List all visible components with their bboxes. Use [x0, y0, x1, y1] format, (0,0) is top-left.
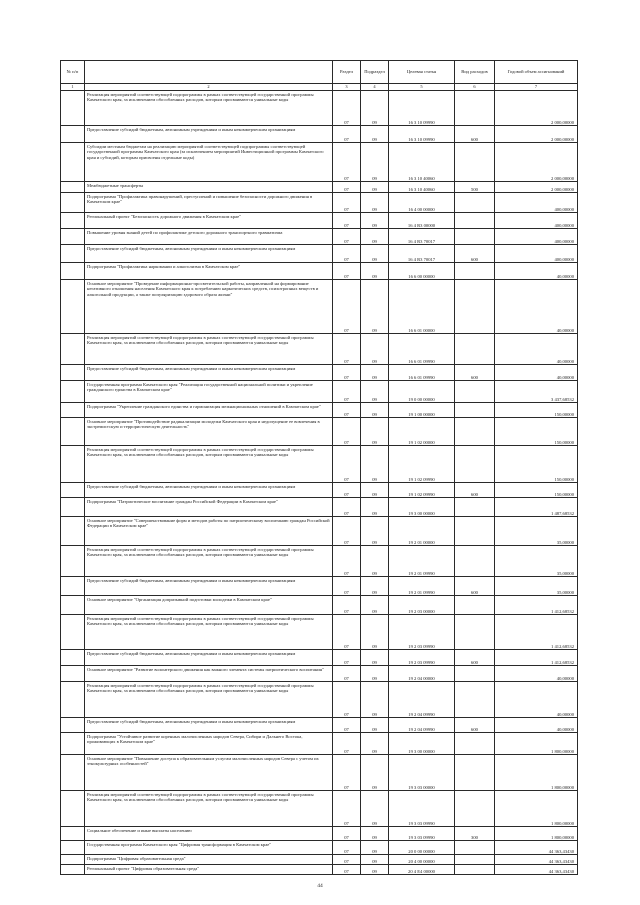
row-section-cell: 07	[333, 650, 361, 666]
table-row	[61, 213, 578, 229]
row-amount-cell: 2 000,00000	[495, 91, 578, 126]
table-row	[61, 682, 578, 718]
table-row	[61, 229, 578, 245]
row-subsection-cell: 09	[361, 666, 389, 682]
row-target-cell: 19 1 02 09990	[389, 446, 455, 483]
row-name-cell: Реализация мероприятий соответствующей подпрограммы в рамках соответствующей государственной программы Камчатского края, за исключением обособленных расходов, которым присваиваются уникальные коды	[85, 446, 333, 483]
row-subsection-cell: 09	[361, 213, 389, 229]
row-section-cell: 07	[333, 517, 361, 546]
row-amount-cell: 1 412,68532	[495, 596, 578, 615]
row-amount-cell: 400,00000	[495, 245, 578, 263]
row-number-cell	[61, 755, 85, 791]
row-name-cell: Предоставление субсидий бюджетным, автономным учреждениям и иным некоммерческим организациям	[85, 577, 333, 596]
row-section-cell: 07	[333, 615, 361, 650]
row-section-cell: 07	[333, 245, 361, 263]
row-target-cell: 19 2 04 09990	[389, 718, 455, 733]
row-target-cell: 19 3 03 00000	[389, 755, 455, 791]
row-section-cell: 07	[333, 229, 361, 245]
row-number-cell	[61, 213, 85, 229]
row-name-cell: Подпрограмма "Цифровая образовательная среда"	[85, 855, 333, 865]
row-subsection-cell: 09	[361, 263, 389, 280]
row-section-cell: 07	[333, 841, 361, 855]
row-amount-cell: 2 000,00000	[495, 182, 578, 193]
table-row	[61, 733, 578, 755]
row-subsection-cell: 09	[361, 126, 389, 143]
row-target-cell: 19 2 03 09990	[389, 650, 455, 666]
table-row	[61, 865, 578, 875]
table-row	[61, 827, 578, 841]
row-target-cell: 16 4 00 00000	[389, 193, 455, 213]
row-expense-type-cell	[455, 517, 495, 546]
row-number-cell	[61, 403, 85, 418]
row-section-cell: 07	[333, 865, 361, 875]
row-name-cell: Предоставление субсидий бюджетным, автономным учреждениям и иным некоммерческим организациям	[85, 126, 333, 143]
row-amount-cell: 40,00000	[495, 263, 578, 280]
row-number-cell	[61, 418, 85, 446]
row-section-cell: 07	[333, 381, 361, 403]
column-number: 6	[455, 84, 495, 91]
row-number-cell	[61, 827, 85, 841]
row-amount-cell: 40,00000	[495, 682, 578, 718]
row-amount-cell: 1 487,68532	[495, 498, 578, 517]
row-target-cell: 19 1 02 00000	[389, 418, 455, 446]
row-target-cell: 19 1 02 09990	[389, 483, 455, 498]
row-expense-type-cell	[455, 841, 495, 855]
row-subsection-cell: 09	[361, 755, 389, 791]
row-amount-cell: 40,00000	[495, 666, 578, 682]
row-number-cell	[61, 193, 85, 213]
row-expense-type-cell	[455, 193, 495, 213]
row-number-cell	[61, 682, 85, 718]
row-target-cell: 16 3 10 09990	[389, 126, 455, 143]
row-target-cell: 16 6 00 00000	[389, 263, 455, 280]
row-target-cell: 19 1 00 00000	[389, 403, 455, 418]
row-number-cell	[61, 334, 85, 365]
row-number-cell	[61, 517, 85, 546]
row-amount-cell: 40,00000	[495, 280, 578, 334]
table-row	[61, 365, 578, 381]
row-number-cell	[61, 381, 85, 403]
row-number-cell	[61, 791, 85, 827]
row-target-cell: 16 3 10 40060	[389, 182, 455, 193]
row-target-cell: 19 3 00 00000	[389, 498, 455, 517]
row-subsection-cell: 09	[361, 855, 389, 865]
row-amount-cell: 40,00000	[495, 718, 578, 733]
table-row	[61, 666, 578, 682]
row-expense-type-cell	[455, 615, 495, 650]
row-target-cell: 19 3 03 09990	[389, 791, 455, 827]
table-row	[61, 91, 578, 126]
row-target-cell: 16 6 01 09990	[389, 334, 455, 365]
row-name-cell: Основное мероприятие "Проведение информационно-просветительской работы, направленной на формирование негативного отношения населения Камчатского края к потреблению наркотических средств, психотропных веществ и алкогольной продукции, а также популяризацию здорового образа жизни"	[85, 280, 333, 334]
row-target-cell: 19 2 03 09990	[389, 615, 455, 650]
row-name-cell: Предоставление субсидий бюджетным, автономным учреждениям и иным некоммерческим организациям	[85, 245, 333, 263]
row-expense-type-cell	[455, 855, 495, 865]
row-number-cell	[61, 855, 85, 865]
column-number: 1	[61, 84, 85, 91]
row-amount-cell: 1 800,00000	[495, 827, 578, 841]
table-row	[61, 517, 578, 546]
row-number-cell	[61, 498, 85, 517]
row-name-cell: Подпрограмма "Патриотическое воспитание граждан Российской Федерации в Камчатском крае"	[85, 498, 333, 517]
row-subsection-cell: 09	[361, 733, 389, 755]
row-expense-type-cell	[455, 418, 495, 446]
table-row	[61, 403, 578, 418]
table-row	[61, 841, 578, 855]
row-amount-cell: 1 800,00000	[495, 755, 578, 791]
row-amount-cell: 150,00000	[495, 483, 578, 498]
row-section-cell: 07	[333, 126, 361, 143]
row-target-cell: 20 4 00 00000	[389, 855, 455, 865]
row-number-cell	[61, 229, 85, 245]
row-expense-type-cell: 600	[455, 718, 495, 733]
table-row	[61, 855, 578, 865]
row-number-cell	[61, 365, 85, 381]
row-target-cell: 19 3 03 09990	[389, 827, 455, 841]
page-number: 44	[317, 883, 323, 889]
row-section-cell: 07	[333, 280, 361, 334]
row-number-cell	[61, 733, 85, 755]
row-expense-type-cell	[455, 280, 495, 334]
row-subsection-cell: 09	[361, 91, 389, 126]
row-section-cell: 07	[333, 263, 361, 280]
header-target: Целевая статья	[389, 61, 455, 84]
table-row	[61, 498, 578, 517]
table-row	[61, 546, 578, 577]
column-number: 4	[361, 84, 389, 91]
row-amount-cell: 1 800,00000	[495, 791, 578, 827]
row-expense-type-cell	[455, 498, 495, 517]
row-subsection-cell: 09	[361, 182, 389, 193]
table-row	[61, 596, 578, 615]
row-number-cell	[61, 577, 85, 596]
row-subsection-cell: 09	[361, 446, 389, 483]
table-row	[61, 446, 578, 483]
row-subsection-cell: 09	[361, 403, 389, 418]
row-name-cell: Реализация мероприятий соответствующей подпрограммы в рамках соответствующей государственной программы Камчатского края, за исключением обособленных расходов, которым присваиваются уникальные коды	[85, 334, 333, 365]
row-amount-cell: 400,00000	[495, 229, 578, 245]
row-section-cell: 07	[333, 446, 361, 483]
row-section-cell: 07	[333, 143, 361, 182]
row-target-cell: 19 2 01 09990	[389, 577, 455, 596]
row-expense-type-cell	[455, 263, 495, 280]
row-section-cell: 07	[333, 733, 361, 755]
row-name-cell: Межбюджетные трансферты	[85, 182, 333, 193]
row-target-cell: 19 3 00 00000	[389, 733, 455, 755]
table-row	[61, 143, 578, 182]
row-expense-type-cell: 600	[455, 577, 495, 596]
row-number-cell	[61, 841, 85, 855]
row-section-cell: 07	[333, 682, 361, 718]
table-row	[61, 263, 578, 280]
column-number: 2	[85, 84, 333, 91]
column-number-row	[61, 84, 578, 91]
row-section-cell: 07	[333, 546, 361, 577]
row-section-cell: 07	[333, 213, 361, 229]
row-number-cell	[61, 446, 85, 483]
row-target-cell: 20 4 E4 00000	[389, 865, 455, 875]
row-subsection-cell: 09	[361, 365, 389, 381]
row-target-cell: 16 3 10 09990	[389, 91, 455, 126]
row-section-cell: 07	[333, 827, 361, 841]
row-number-cell	[61, 182, 85, 193]
row-name-cell: Основное мероприятие "Развитие волонтерского движения как важного элемента системы патриотического воспитания"	[85, 666, 333, 682]
row-expense-type-cell	[455, 229, 495, 245]
row-expense-type-cell: 600	[455, 245, 495, 263]
row-target-cell: 16 4 R3 70017	[389, 229, 455, 245]
row-subsection-cell: 09	[361, 682, 389, 718]
row-subsection-cell: 09	[361, 245, 389, 263]
table-body	[61, 91, 578, 875]
row-target-cell: 16 3 10 40060	[389, 143, 455, 182]
row-name-cell: Подпрограмма "Профилактика правонарушений, преступлений и повышение безопасности дорожного движения в Камчатском крае"	[85, 193, 333, 213]
row-name-cell: Реализация мероприятий соответствующей подпрограммы в рамках соответствующей государственной программы Камчатского края, за исключением обособленных расходов, которым присваиваются уникальные коды	[85, 615, 333, 650]
row-section-cell: 07	[333, 666, 361, 682]
row-target-cell: 19 2 04 00000	[389, 666, 455, 682]
row-number-cell	[61, 280, 85, 334]
row-subsection-cell: 09	[361, 615, 389, 650]
row-name-cell: Государственная программа Камчатского края "Цифровая трансформация в Камчатском крае"	[85, 841, 333, 855]
row-expense-type-cell	[455, 446, 495, 483]
row-amount-cell: 35,00000	[495, 517, 578, 546]
row-subsection-cell: 09	[361, 334, 389, 365]
row-name-cell: Реализация мероприятий соответствующей подпрограммы в рамках соответствующей государственной программы Камчатского края, за исключением обособленных расходов, которым присваиваются уникальные коды	[85, 791, 333, 827]
row-amount-cell: 44 363,43430	[495, 865, 578, 875]
row-target-cell: 16 6 01 00000	[389, 280, 455, 334]
row-name-cell: Региональный проект "Безопасность дорожного движения в Камчатском крае"	[85, 213, 333, 229]
header-expense-type: Вид расходов	[455, 61, 495, 84]
row-subsection-cell: 09	[361, 418, 389, 446]
row-name-cell: Субсидии местным бюджетам на реализацию мероприятий соответствующей подпрограммы соответствующей государственной программы Камчатского края (за исключением мероприятий Инвестиционной программы Камчатского края и субсидий, которым присвоены отдельные коды)	[85, 143, 333, 182]
row-section-cell: 07	[333, 855, 361, 865]
row-target-cell: 19 2 03 00000	[389, 596, 455, 615]
row-section-cell: 07	[333, 791, 361, 827]
row-amount-cell: 150,00000	[495, 418, 578, 446]
row-amount-cell: 2 000,00000	[495, 143, 578, 182]
table-row	[61, 718, 578, 733]
table-row	[61, 615, 578, 650]
row-subsection-cell: 09	[361, 517, 389, 546]
row-expense-type-cell	[455, 596, 495, 615]
table-row	[61, 182, 578, 193]
row-section-cell: 07	[333, 403, 361, 418]
row-subsection-cell: 09	[361, 718, 389, 733]
table-row	[61, 193, 578, 213]
row-section-cell: 07	[333, 91, 361, 126]
row-amount-cell: 400,00000	[495, 193, 578, 213]
row-subsection-cell: 09	[361, 577, 389, 596]
row-expense-type-cell: 300	[455, 827, 495, 841]
row-subsection-cell: 09	[361, 143, 389, 182]
row-expense-type-cell	[455, 546, 495, 577]
row-target-cell: 16 4 R3 00000	[389, 213, 455, 229]
row-expense-type-cell	[455, 682, 495, 718]
row-name-cell: Предоставление субсидий бюджетным, автономным учреждениям и иным некоммерческим организациям	[85, 650, 333, 666]
row-subsection-cell: 09	[361, 280, 389, 334]
header-subsection: Подраздел	[361, 61, 389, 84]
row-expense-type-cell	[455, 755, 495, 791]
row-expense-type-cell: 600	[455, 365, 495, 381]
row-amount-cell: 1 412,68532	[495, 650, 578, 666]
row-name-cell: Подпрограмма "Укрепление гражданского единства и гармонизация межнациональных отношений в Камчатском крае"	[85, 403, 333, 418]
row-amount-cell: 1 412,68532	[495, 615, 578, 650]
row-name-cell: Основное мероприятие "Повышение доступа к образовательным услугам малочисленных народов Севера с учетом их этнокультурных особенностей"	[85, 755, 333, 791]
row-section-cell: 07	[333, 483, 361, 498]
row-subsection-cell: 09	[361, 865, 389, 875]
row-amount-cell: 35,00000	[495, 546, 578, 577]
row-subsection-cell: 09	[361, 229, 389, 245]
row-subsection-cell: 09	[361, 546, 389, 577]
header-section: Раздел	[333, 61, 361, 84]
row-expense-type-cell	[455, 213, 495, 229]
row-subsection-cell: 09	[361, 650, 389, 666]
row-name-cell: Реализация мероприятий соответствующей подпрограммы в рамках соответствующей государственной программы Камчатского края, за исключением обособленных расходов, которым присваиваются уникальные коды	[85, 91, 333, 126]
header-amount: Годовой объем ассигнований	[495, 61, 578, 84]
row-section-cell: 07	[333, 498, 361, 517]
row-amount-cell: 35,00000	[495, 577, 578, 596]
row-target-cell: 16 4 R3 70017	[389, 245, 455, 263]
row-name-cell: Предоставление субсидий бюджетным, автономным учреждениям и иным некоммерческим организациям	[85, 718, 333, 733]
row-amount-cell: 150,00000	[495, 446, 578, 483]
table-row	[61, 791, 578, 827]
table-row	[61, 650, 578, 666]
column-number: 5	[389, 84, 455, 91]
row-name-cell: Реализация мероприятий соответствующей подпрограммы в рамках соответствующей государственной программы Камчатского края, за исключением обособленных расходов, которым присваиваются уникальные коды	[85, 682, 333, 718]
row-target-cell: 19 2 01 09990	[389, 546, 455, 577]
row-section-cell: 07	[333, 596, 361, 615]
table-row	[61, 334, 578, 365]
row-name-cell: Подпрограмма "Устойчивое развитие коренных малочисленных народов Севера, Сибири и Дальнего Востока, проживающих в Камчатском крае"	[85, 733, 333, 755]
row-amount-cell: 44 363,43430	[495, 855, 578, 865]
row-number-cell	[61, 263, 85, 280]
row-number-cell	[61, 865, 85, 875]
row-section-cell: 07	[333, 577, 361, 596]
row-subsection-cell: 09	[361, 596, 389, 615]
row-amount-cell: 150,00000	[495, 403, 578, 418]
table-row	[61, 381, 578, 403]
row-name-cell: Государственная программа Камчатского края "Реализация государственной национальной политики и укрепление гражданского единства в Камчатском крае"	[85, 381, 333, 403]
row-name-cell: Основное мероприятие "Организация допризывной подготовки молодежи в Камчатском крае"	[85, 596, 333, 615]
table-row	[61, 755, 578, 791]
row-expense-type-cell	[455, 733, 495, 755]
row-expense-type-cell	[455, 865, 495, 875]
row-subsection-cell: 09	[361, 791, 389, 827]
row-name-cell: Основное мероприятие "Противодействие радикализации молодежи Камчатского края и недопущение ее вовлечения в экстремистскую и террористическую деятельность"	[85, 418, 333, 446]
row-name-cell: Подпрограмма "Профилактика наркомании и алкоголизма в Камчатском крае"	[85, 263, 333, 280]
row-subsection-cell: 09	[361, 381, 389, 403]
row-expense-type-cell	[455, 334, 495, 365]
row-amount-cell: 1 800,00000	[495, 733, 578, 755]
row-expense-type-cell: 600	[455, 126, 495, 143]
column-number: 3	[333, 84, 361, 91]
row-target-cell: 16 6 01 09990	[389, 365, 455, 381]
row-section-cell: 07	[333, 718, 361, 733]
row-section-cell: 07	[333, 193, 361, 213]
row-expense-type-cell	[455, 403, 495, 418]
row-number-cell	[61, 546, 85, 577]
row-section-cell: 07	[333, 334, 361, 365]
row-subsection-cell: 09	[361, 498, 389, 517]
row-amount-cell: 2 000,00000	[495, 126, 578, 143]
row-expense-type-cell: 500	[455, 182, 495, 193]
row-expense-type-cell	[455, 143, 495, 182]
row-number-cell	[61, 718, 85, 733]
row-target-cell: 20 0 00 00000	[389, 841, 455, 855]
budget-table	[60, 60, 578, 875]
row-expense-type-cell	[455, 91, 495, 126]
row-name-cell: Повышение уровня знаний детей по профилактике детского дорожного транспортного травматизма	[85, 229, 333, 245]
row-number-cell	[61, 91, 85, 126]
row-section-cell: 07	[333, 418, 361, 446]
row-target-cell: 19 0 00 00000	[389, 381, 455, 403]
row-amount-cell: 40,00000	[495, 365, 578, 381]
row-number-cell	[61, 126, 85, 143]
row-subsection-cell: 09	[361, 193, 389, 213]
row-number-cell	[61, 245, 85, 263]
row-number-cell	[61, 143, 85, 182]
table-row	[61, 280, 578, 334]
row-number-cell	[61, 666, 85, 682]
row-subsection-cell: 09	[361, 827, 389, 841]
row-name-cell: Предоставление субсидий бюджетным, автономным учреждениям и иным некоммерческим организациям	[85, 483, 333, 498]
row-target-cell: 19 2 04 09990	[389, 682, 455, 718]
table-row	[61, 126, 578, 143]
row-number-cell	[61, 650, 85, 666]
table-row	[61, 418, 578, 446]
table-row	[61, 245, 578, 263]
table-header-row	[61, 61, 578, 84]
row-expense-type-cell	[455, 381, 495, 403]
row-section-cell: 07	[333, 182, 361, 193]
row-name-cell: Предоставление субсидий бюджетным, автономным учреждениям и иным некоммерческим организациям	[85, 365, 333, 381]
row-expense-type-cell	[455, 791, 495, 827]
row-number-cell	[61, 483, 85, 498]
table-row	[61, 483, 578, 498]
row-name-cell: Региональный проект "Цифровая образовательная среда"	[85, 865, 333, 875]
row-number-cell	[61, 596, 85, 615]
column-number: 7	[495, 84, 578, 91]
row-section-cell: 07	[333, 755, 361, 791]
row-amount-cell: 400,00000	[495, 213, 578, 229]
row-number-cell	[61, 615, 85, 650]
row-amount-cell: 3 437,68532	[495, 381, 578, 403]
row-expense-type-cell: 600	[455, 650, 495, 666]
header-name	[85, 61, 333, 84]
row-target-cell: 19 2 01 00000	[389, 517, 455, 546]
table-row	[61, 577, 578, 596]
row-expense-type-cell: 600	[455, 483, 495, 498]
row-name-cell: Реализация мероприятий соответствующей подпрограммы в рамках соответствующей государственной программы Камчатского края, за исключением обособленных расходов, которым присваиваются уникальные коды	[85, 546, 333, 577]
row-subsection-cell: 09	[361, 483, 389, 498]
row-subsection-cell: 09	[361, 841, 389, 855]
header-num: № п/п	[61, 61, 85, 84]
row-amount-cell: 40,00000	[495, 334, 578, 365]
row-name-cell: Основное мероприятие "Совершенствование форм и методов работы по патриотическому воспитанию граждан Российской Федерации в Камчатском крае"	[85, 517, 333, 546]
row-expense-type-cell	[455, 666, 495, 682]
row-name-cell: Социальное обеспечение и иные выплаты населению	[85, 827, 333, 841]
row-section-cell: 07	[333, 365, 361, 381]
row-amount-cell: 44 363,43430	[495, 841, 578, 855]
